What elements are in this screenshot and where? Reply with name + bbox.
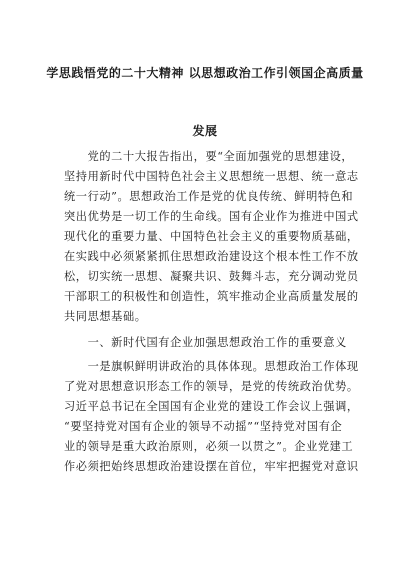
document-title-line-2: 发展 [192, 124, 218, 138]
body-line: 了党对思想意识形态工作的领导，是党的传统政治优势。 [64, 380, 359, 393]
body-line: 干部职工的积极性和创造性，筑牢推动企业高质量发展的 [64, 290, 359, 303]
body-line: 在实践中必须紧紧抓住思想政治建设这个根本性工作不放 [64, 250, 359, 263]
body-line: 松，切实统一思想、凝聚共识、鼓舞斗志，充分调动党员 [64, 270, 359, 283]
body-line: 一是旗帜鲜明讲政治的具体体现。思想政治工作体现 [64, 360, 359, 373]
body-line: 现代化的重要力量、中国特色社会主义的重要物质基础， [64, 230, 359, 243]
body-line: 习近平总书记在全国国有企业党的建设工作会议上强调， [64, 400, 359, 413]
section-heading: 一、新时代国有企业加强思想政治工作的重要意义 [64, 336, 347, 349]
body-line: 党的二十大报告指出，要“全面加强党的思想建设， [64, 150, 354, 163]
body-line: 坚持用新时代中国特色社会主义思想统一思想、统一意志 [64, 170, 359, 183]
body-line: 突出优势是一切工作的生命线。国有企业作为推进中国式 [64, 210, 359, 223]
body-line: 共同思想基础。 [64, 310, 147, 323]
body-line: 作必须把始终思想政治建设摆在首位，牢牢把握党对意识 [64, 460, 359, 473]
document-title-line-1: 学思践悟党的二十大精神 以思想政治工作引领国企高质量 [46, 66, 364, 80]
body-line: 统一行动”。思想政治工作是党的优良传统、鲜明特色和 [64, 190, 354, 203]
body-line: “要坚持党对国有企业的领导不动摇”“坚持党对国有企 [64, 420, 343, 433]
body-line: 业的领导是重大政治原则，必须一以贯之”。企业党建工 [64, 440, 354, 453]
